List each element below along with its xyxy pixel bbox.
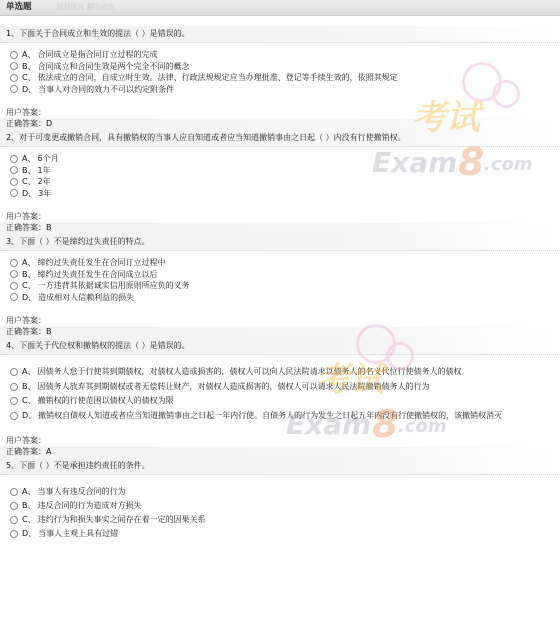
- option-letter: A、: [22, 487, 36, 496]
- question-2: [0, 130, 560, 234]
- option-letter: A、: [22, 367, 36, 376]
- option-text: 因债务人放弃其到期债权或者无偿转让财产，对债权人造成损害的，债权人可以请求人民法院撤销债务人的行为: [37, 381, 430, 391]
- radio-button[interactable]: [10, 383, 18, 391]
- option-c[interactable]: [10, 72, 560, 84]
- option-letter: A、: [22, 258, 36, 267]
- option-text: 违反合同的行为造成对方损失: [37, 501, 142, 510]
- correct-answer-row: [0, 446, 560, 458]
- user-answer-row: [0, 107, 560, 118]
- option-c[interactable]: [10, 176, 560, 188]
- watermark-com: .com: [398, 416, 447, 437]
- option-letter: C、: [22, 396, 36, 405]
- question-3: [0, 234, 560, 338]
- watermark-digit: 8: [372, 402, 399, 446]
- correct-answer-value: A: [46, 447, 52, 456]
- correct-answer-row: [0, 222, 560, 234]
- watermark-tiny-text: 版权所有 翻印必究: [56, 3, 115, 11]
- radio-button[interactable]: [10, 62, 18, 70]
- option-text: 一方违背其依据诚实信用原则所应负的义务: [37, 281, 190, 290]
- option-text: 违约行为和损失事实之间存在着一定的因果关系: [37, 515, 206, 524]
- option-b[interactable]: [10, 61, 560, 73]
- correct-answer-label: 正确答案：: [6, 223, 46, 232]
- watermark-brand-en: Exam: [286, 408, 372, 441]
- radio-button[interactable]: [10, 178, 18, 186]
- option-d[interactable]: [10, 188, 560, 200]
- option-text: 撤销权自债权人知道或者应当知道撤销事由之日起一年内行使。自债务人的行为发生之日起五年内没有行使撤销权的，该撤销权消灭: [38, 410, 503, 420]
- option-letter: B、: [22, 61, 36, 71]
- option-c[interactable]: [10, 513, 560, 527]
- option-b[interactable]: [10, 269, 560, 281]
- user-answer-label: 用户答案：: [6, 316, 46, 325]
- radio-button[interactable]: [10, 502, 18, 510]
- option-a[interactable]: [10, 257, 560, 269]
- watermark-brand-cn: 考试: [412, 98, 480, 138]
- option-text: 因债务人怠于行使其到期债权，对债权人造成损害的，债权人可以向人民法院请求以债务人的名义代位行使债务人的债权: [37, 367, 462, 376]
- option-text: 合同成立是指合同订立过程的完成: [37, 50, 158, 59]
- radio-button[interactable]: [10, 293, 18, 301]
- user-answer-row: [0, 315, 560, 326]
- option-b[interactable]: [10, 380, 560, 395]
- option-text: 当事人有违反合同的行为: [37, 487, 126, 496]
- user-answer-label: 用户答案：: [6, 212, 46, 221]
- option-letter: D、: [22, 529, 37, 538]
- option-text: 造成相对人信赖利益的损失: [38, 292, 135, 302]
- option-letter: D、: [22, 188, 37, 198]
- radio-button[interactable]: [10, 155, 18, 163]
- radio-button[interactable]: [10, 412, 18, 420]
- option-text: 合同成立和合同生效是两个完全不同的概念: [37, 61, 190, 71]
- option-d[interactable]: [10, 292, 560, 304]
- radio-button[interactable]: [10, 51, 18, 59]
- radio-button[interactable]: [10, 270, 18, 278]
- question-4: [0, 338, 560, 458]
- option-c[interactable]: [10, 280, 560, 292]
- option-a[interactable]: [10, 49, 560, 61]
- correct-answer-row: [0, 326, 560, 338]
- user-answer-row: [0, 211, 560, 222]
- watermark-brand-cn: 考试: [316, 360, 384, 400]
- correct-answer-label: 正确答案：: [6, 119, 46, 128]
- radio-button[interactable]: [10, 488, 18, 496]
- question-title: 5、下面（ ）不是承担违约责任的条件。: [0, 458, 560, 475]
- options-list: [0, 355, 560, 423]
- option-text: 撤销权的行使范围以债权人的债权为限: [37, 396, 174, 405]
- radio-button[interactable]: [10, 189, 18, 197]
- question-title: 1、下面关于合同成立和生效的提法（ ）是错误的。: [0, 26, 560, 43]
- watermark-digit: 8: [458, 140, 485, 184]
- user-answer-label: 用户答案：: [6, 108, 46, 117]
- section-header: [0, 0, 560, 16]
- option-text: 2年: [37, 177, 51, 186]
- option-text: 当事人主观上具有过错: [38, 529, 119, 538]
- option-text: 6个月: [37, 154, 59, 163]
- correct-answer-row: [0, 118, 560, 130]
- option-d[interactable]: [10, 409, 560, 424]
- option-letter: C、: [22, 281, 36, 290]
- option-letter: A、: [22, 50, 36, 59]
- correct-answer-label: 正确答案：: [6, 447, 46, 456]
- options-list: [0, 251, 560, 303]
- option-letter: B、: [22, 269, 36, 279]
- option-letter: B、: [22, 165, 36, 175]
- radio-button[interactable]: [10, 74, 18, 82]
- option-b[interactable]: [10, 165, 560, 177]
- question-5: [0, 458, 560, 541]
- watermark-com: .com: [484, 154, 533, 175]
- option-text: 3年: [38, 188, 52, 198]
- option-text: 当事人对合同的效力不可以约定附条件: [38, 84, 175, 94]
- options-list: [0, 147, 560, 199]
- options-list: [0, 43, 560, 95]
- radio-button[interactable]: [10, 259, 18, 267]
- option-letter: D、: [22, 292, 37, 302]
- option-letter: C、: [22, 177, 36, 186]
- option-d[interactable]: [10, 527, 560, 541]
- radio-button[interactable]: [10, 85, 18, 93]
- option-text: 缔约过失责任发生在合同订立过程中: [37, 258, 166, 267]
- radio-button[interactable]: [10, 368, 18, 376]
- option-text: 缔约过失责任发生在合同成立以后: [37, 269, 158, 279]
- options-list: [0, 475, 560, 541]
- radio-button[interactable]: [10, 516, 18, 524]
- user-answer-row: [0, 435, 560, 446]
- option-letter: D、: [22, 84, 37, 94]
- option-a[interactable]: [10, 365, 560, 380]
- question-title: 4、下面关于代位权和撤销权的提法（ ）是错误的。: [0, 338, 560, 355]
- option-d[interactable]: [10, 84, 560, 96]
- option-a[interactable]: [10, 153, 560, 165]
- user-answer-label: 用户答案：: [6, 436, 46, 445]
- correct-answer-value: B: [46, 327, 52, 336]
- option-letter: C、: [22, 73, 36, 82]
- option-letter: C、: [22, 515, 36, 524]
- option-letter: A、: [22, 154, 36, 163]
- radio-button[interactable]: [10, 282, 18, 290]
- option-letter: B、: [22, 381, 36, 391]
- option-letter: D、: [22, 410, 37, 420]
- watermark-brand-en: Exam: [372, 146, 458, 179]
- radio-button[interactable]: [10, 397, 18, 405]
- correct-answer-value: B: [46, 223, 52, 232]
- question-title: 3、下面（ ）不是缔约过失责任的特点。: [0, 234, 560, 251]
- option-c[interactable]: [10, 394, 560, 409]
- option-text: 依法成立的合同，自成立时生效。法律、行政法规规定应当办理批准、登记等手续生效的，依照其规定: [37, 73, 398, 82]
- option-b[interactable]: [10, 499, 560, 513]
- correct-answer-value: D: [46, 119, 53, 128]
- question-title: 2、对于可变更或撤销合同，具有撤销权的当事人应自知道或者应当知道撤销事由之日起（ ）内没有行使撤销权。: [0, 130, 560, 147]
- correct-answer-label: 正确答案：: [6, 327, 46, 336]
- radio-button[interactable]: [10, 530, 18, 538]
- option-letter: B、: [22, 501, 36, 510]
- section-title: 单选题: [6, 2, 32, 12]
- option-a[interactable]: [10, 485, 560, 499]
- option-text: 1年: [37, 165, 51, 175]
- radio-button[interactable]: [10, 166, 18, 174]
- question-1: [0, 26, 560, 130]
